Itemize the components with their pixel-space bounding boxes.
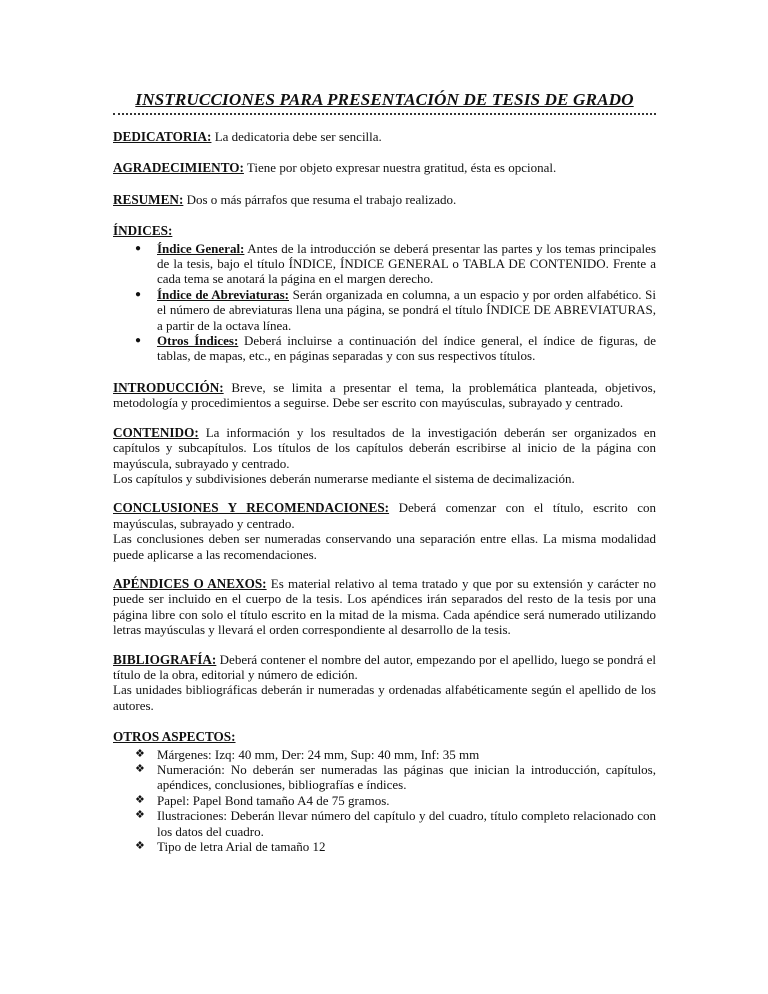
diamond-bullet-icon: ❖	[135, 809, 145, 822]
otros-indices-label: Otros Índices:	[157, 333, 239, 349]
indice-abreviaturas-label: Índice de Abreviaturas:	[157, 286, 290, 302]
agradecimiento-label: AGRADECIMIENTO:	[113, 160, 244, 176]
conclusiones-text: Deberá comenzar con el título, escrito con mayúsculas, subrayado y centrado.	[113, 500, 656, 531]
section-apendices	[113, 576, 656, 638]
conclusiones-paragraph	[113, 500, 656, 531]
list-item	[113, 839, 656, 854]
apendices-text: Es material relativo al tema tratado y que por su extensión y carácter no puede ser incluido en el cuerpo de la tesis. Los apéndices irán separados del resto de la tesis por una página libre con solo el título escrito en la mitad de la misma. Cada apéndice será numerado utilizando letras mayúsculas y llevará el orden correspondiente al desarrollo de la tesis.	[113, 575, 656, 638]
section-contenido	[113, 425, 656, 487]
tipo-letra-text: Tipo de letra Arial de tamaño 12	[157, 839, 326, 855]
resumen-label: RESUMEN:	[113, 191, 184, 207]
bibliografia-paragraph	[113, 652, 656, 683]
section-bibliografia	[113, 652, 656, 714]
dedicatoria-text: La dedicatoria debe ser sencilla.	[211, 129, 382, 144]
ilustraciones-text: Ilustraciones: Deberán llevar número del capítulo y del cuadro, título completo relacionado con los datos del cuadro.	[157, 808, 656, 839]
apendices-label: APÉNDICES O ANEXOS:	[113, 575, 267, 591]
conclusiones-text-2: Las conclusiones deben ser numeradas conservando una separación entre ellas. La misma modalidad puede aplicarse a las recomendaciones.	[113, 531, 656, 562]
conclusiones-label: CONCLUSIONES Y RECOMENDACIONES:	[113, 500, 390, 516]
contenido-text: La información y los resultados de la investigación deberán ser organizados en capítulos y subcapítulos. Los títulos de los capítulos deberán escribirse al inicio de la página con mayúscula, subrayado y centrado.	[113, 424, 656, 471]
contenido-text-2: Los capítulos y subdivisiones deberán numerarse mediante el sistema de decimalización.	[113, 470, 575, 486]
section-conclusiones	[113, 500, 656, 562]
diamond-bullet-icon: ❖	[135, 840, 145, 853]
indice-abreviaturas-text: Serán organizada en columna, a un espacio y por orden alfabético. Si el número de abreviaturas llena una página, se pondrá el título ÍNDICE DE ABREVIATURAS, a partir de la octava línea.	[157, 286, 656, 333]
otros-indices-text: Deberá incluirse a continuación del índice general, el índice de figuras, de tablas, de mapas, etc., en páginas separadas y con sus respectivos títulos.	[157, 333, 656, 364]
diamond-bullet-icon: ❖	[135, 747, 145, 760]
dedicatoria-label: DEDICATORIA:	[113, 129, 212, 144]
section-introduccion	[113, 380, 656, 411]
introduccion-label: INTRODUCCIÓN:	[113, 379, 224, 395]
papel-text: Papel: Papel Bond tamaño A4 de 75 gramos.	[157, 792, 390, 808]
list-item	[113, 333, 656, 364]
section-agradecimiento	[113, 160, 656, 175]
bibliografia-label: BIBLIOGRAFÍA:	[113, 651, 217, 667]
indice-general-label: Índice General:	[157, 240, 245, 256]
resumen-text: Dos o más párrafos que resuma el trabajo realizado.	[183, 191, 457, 207]
numeracion-text: Numeración: No deberán ser numeradas las páginas que inician la introducción, capítulos, apéndices, conclusiones, bibliografías e índices.	[157, 762, 656, 793]
contenido-label: CONTENIDO:	[113, 424, 199, 440]
list-item	[113, 762, 656, 793]
indices-list	[113, 241, 656, 364]
section-indices	[113, 223, 656, 364]
document-page	[113, 90, 656, 854]
list-item	[113, 241, 656, 287]
list-item	[113, 793, 656, 808]
introduccion-text: Breve, se limita a presentar el tema, la problemática planteada, objetivos, metodología y procedimientos a seguirse. Debe ser escrito con mayúsculas, subrayado y centrado.	[113, 379, 656, 411]
otros-aspectos-label: OTROS ASPECTOS:	[113, 729, 236, 745]
bibliografia-text-2: Las unidades bibliográficas deberán ir numeradas y ordenadas alfabéticamente según el apellido de los autores.	[113, 682, 656, 713]
otros-aspectos-list	[113, 747, 656, 855]
section-dedicatoria	[113, 129, 656, 144]
contenido-paragraph	[113, 425, 656, 471]
section-resumen	[113, 192, 656, 207]
indices-label: ÍNDICES:	[113, 223, 173, 239]
list-item	[113, 808, 656, 839]
list-item	[113, 747, 656, 762]
diamond-bullet-icon: ❖	[135, 763, 145, 775]
list-item	[113, 287, 656, 333]
document-title: INSTRUCCIONES PARA PRESENTACIÓN DE TESIS DE GRADO	[113, 90, 656, 115]
diamond-bullet-icon: ❖	[135, 793, 145, 806]
indice-general-text: Antes de la introducción se deberá presentar las partes y los temas principales de la tesis, bajo el título ÍNDICE, ÍNDICE GENERAL o TABLA DE CONTENIDO. Frente a cada tema se anotará la página en el margen derecho.	[157, 240, 656, 287]
margenes-text: Márgenes: Izq: 40 mm, Der: 24 mm, Sup: 40 mm, Inf: 35 mm	[157, 746, 480, 762]
agradecimiento-text: Tiene por objeto expresar nuestra gratitud, ésta es opcional.	[243, 160, 557, 176]
section-otros-aspectos	[113, 729, 656, 854]
bibliografia-text: Deberá contener el nombre del autor, empezando por el apellido, luego se pondrá el título de la obra, editorial y número de edición.	[113, 651, 656, 682]
